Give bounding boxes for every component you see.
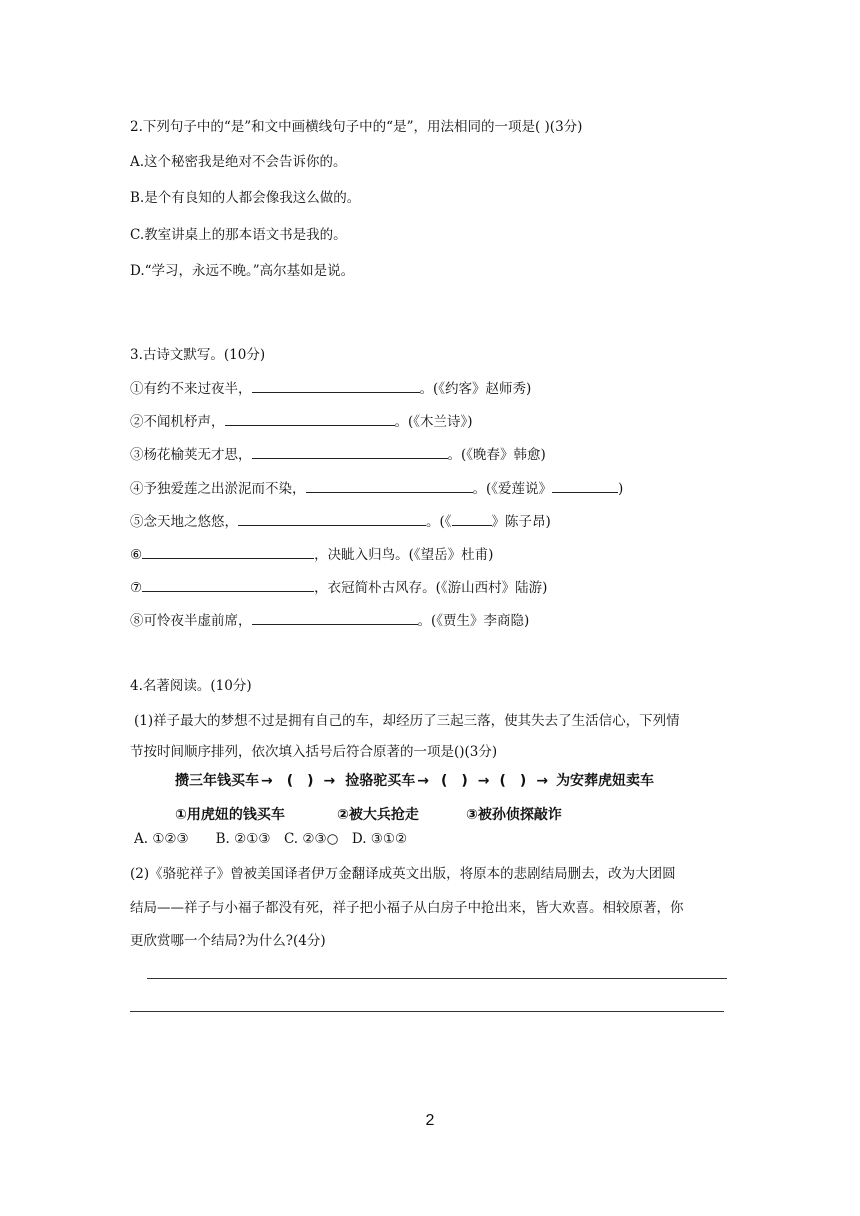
q3-line-1-suffix: 。(《约客》赵师秀) [419,381,532,397]
q3-line-4-prefix: ④予独爱莲之出淤泥而不染， [130,481,306,497]
answer-blank[interactable] [225,411,395,426]
q3-line-5-close: 》陈子昂) [491,514,551,530]
event-option-2: ②被大兵抢走 [337,807,419,823]
q4-part2-line2: 结局——祥子与小福子都没有死，祥子把小福子从白房子中抢出来，皆大欢喜。相较原著，你 [130,900,684,916]
q2-option-b: B.是个有良知的人都会像我这么做的。 [130,190,361,206]
arrow-icon: → [323,773,336,789]
q3-line-3-prefix: ③杨花榆荚无才思， [130,447,252,463]
q3-line-2 [130,411,473,431]
answer-line[interactable] [147,978,727,979]
q3-line-6 [130,544,493,564]
q3-line-1 [130,378,531,398]
q3-line-2-prefix: ②不闻机杼声， [130,414,225,430]
q3-title: 3.古诗文默写。(10分) [130,347,266,363]
answer-blank[interactable] [238,511,426,526]
arrow-icon: → [536,773,549,789]
q3-line-3-suffix: 。(《晚春》韩愈) [447,447,546,463]
timeline-start: 攒三年钱买车 [175,773,259,789]
q3-line-3 [130,444,546,464]
arrow-icon: → [477,773,490,789]
q3-line-7-prefix: ⑦ [130,580,143,596]
event-option-1: ①用虎妞的钱买车 [175,807,285,823]
answer-blank[interactable] [142,544,314,559]
answer-blank[interactable] [252,610,418,625]
q3-line-5 [130,511,551,531]
q3-line-4-suffix: 。(《爱莲说》 [472,481,553,497]
page-number: 2 [425,1112,435,1129]
q4-part1-choices: A. ①②③ B. ②①③ C. ②③○ D. ③①② [134,831,408,847]
timeline-step-2: 捡骆驼买车 [345,773,416,789]
timeline-blank: ( ) [441,773,468,789]
event-option-3: ③被孙侦探敲诈 [466,807,562,823]
q4-part2-line3: 更欣赏哪一个结局?为什么?(4分) [130,933,326,949]
q4-part1-line2: 节按时间顺序排列，依次填入括号后符合原著的一项是()(3分) [130,744,498,760]
q4-title: 4.名著阅读。(10分) [130,678,252,694]
q2-title: 2.下列句子中的“是”和文中画横线句子中的“是”，用法相同的一项是( )(3分) [130,119,583,135]
answer-blank[interactable] [252,378,420,393]
timeline-blank: ( ) [499,773,527,789]
answer-line[interactable] [130,1011,724,1012]
q3-line-6-prefix: ⑥ [130,547,143,563]
q4-part2-line1: (2)《骆驼祥子》曾被美国译者伊万金翻译成英文出版，将原本的悲剧结局删去，改为大团圆 [130,866,676,882]
plot-timeline [175,770,654,790]
q3-line-8-prefix: ⑧可怜夜半虚前席， [130,613,252,629]
q2-option-d: D.“学习，永远不晚。”高尔基如是说。 [130,263,355,279]
q4-part1-line1: (1)祥子最大的梦想不过是拥有自己的车，却经历了三起三落，使其失去了生活信心，下列情 [134,713,680,729]
q3-line-1-prefix: ①有约不来过夜半， [130,381,252,397]
q3-line-8-suffix: 。(《贾生》李商隐) [417,613,530,629]
q3-line-6-suffix: ，决眦入归鸟。(《望岳》杜甫) [314,547,494,563]
timeline-end: 为安葬虎妞卖车 [556,773,655,789]
q2-option-c: C.教室讲桌上的那本语文书是我的。 [130,227,347,243]
answer-blank[interactable] [142,577,314,592]
answer-blank[interactable] [252,444,448,459]
arrow-icon: → [261,773,273,789]
q3-line-8 [130,610,529,630]
answer-blank[interactable] [452,511,492,526]
q2-option-a: A.这个秘密我是绝对不会告诉你的。 [130,154,347,170]
q3-line-7 [130,577,547,597]
q3-line-4-close: ) [618,481,624,497]
answer-blank[interactable] [306,478,473,493]
q3-line-5-suffix: 。(《 [426,514,452,530]
timeline-blank: ( ) [286,773,314,789]
answer-blank[interactable] [552,478,618,493]
arrow-icon: → [417,773,429,789]
q3-line-7-suffix: ，衣冠简朴古风存。(《游山西村》陆游) [314,580,548,596]
q3-line-5-prefix: ⑤念天地之悠悠， [130,514,238,530]
q3-line-4 [130,478,623,498]
q3-line-2-suffix: 。(《木兰诗》) [394,414,473,430]
